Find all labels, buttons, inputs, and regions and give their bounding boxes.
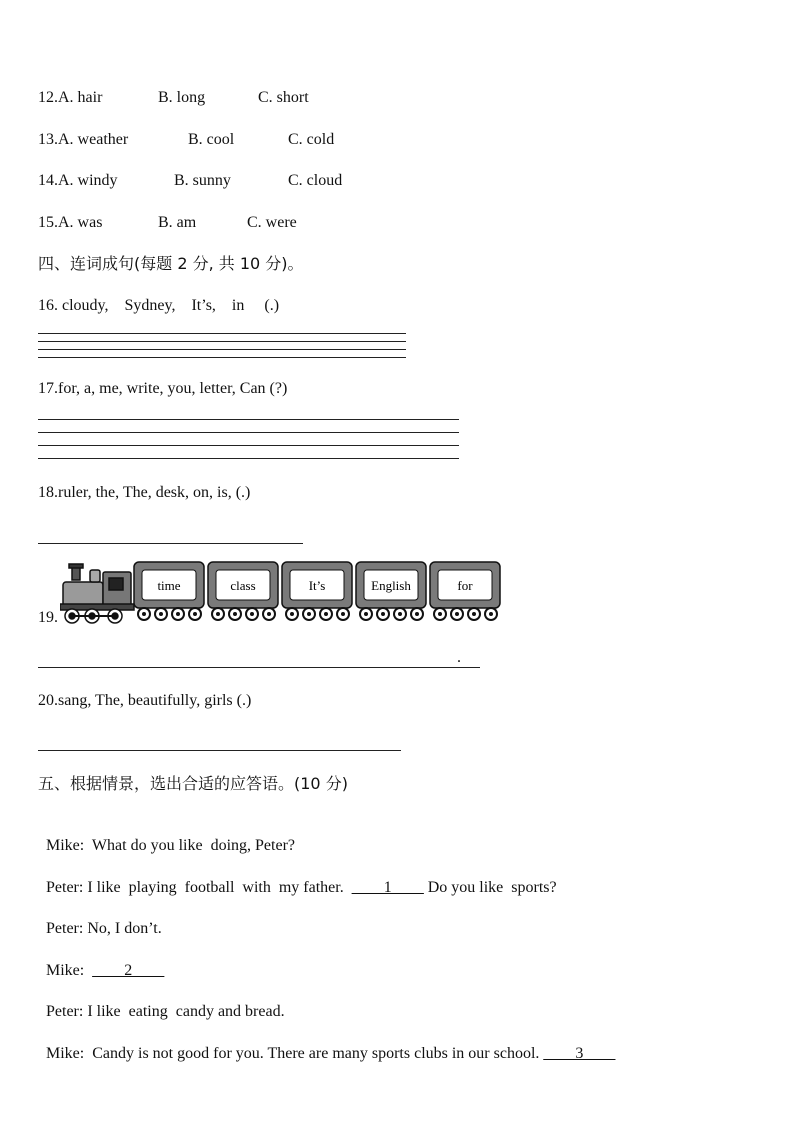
answer-line[interactable]: [38, 445, 459, 446]
option-c: C. cloud: [288, 172, 343, 189]
train-car: [208, 562, 278, 620]
section5-heading: 五、根据情景，选出合适的应答语。(10 分): [38, 774, 348, 793]
dialogue-line: Mike: ____2____: [46, 962, 165, 979]
train-illustration: [60, 560, 505, 626]
answer-line[interactable]: [38, 667, 480, 668]
answer-line[interactable]: [38, 341, 406, 342]
answer-line[interactable]: [38, 357, 406, 358]
option-b: B. am: [158, 214, 197, 231]
sentence-period: .: [457, 649, 461, 666]
answer-blank-3[interactable]: ____3____: [543, 1045, 616, 1062]
train-car: [134, 562, 204, 620]
option-b: B. cool: [188, 131, 235, 148]
train-word: English: [371, 578, 411, 593]
train-word: time: [157, 578, 181, 593]
question-number: 12.A. hair: [38, 89, 103, 106]
option-c: C. were: [247, 214, 297, 231]
answer-blank-1[interactable]: ____1____: [351, 879, 424, 896]
answer-line[interactable]: [38, 419, 459, 420]
answer-line[interactable]: [38, 458, 459, 459]
dialogue-line: Mike: Candy is not good for you. There are many sports clubs in our school. ____3____: [46, 1045, 616, 1062]
dialogue-line: Peter: I like playing football with my father. ____1____ Do you like sports?: [46, 879, 557, 896]
train-word: It’s: [308, 578, 326, 593]
train-car: [282, 562, 352, 620]
answer-line[interactable]: [38, 333, 406, 334]
train-car: [430, 562, 500, 620]
train-car: [356, 562, 426, 620]
dialogue-line: Mike: What do you like doing, Peter?: [46, 837, 295, 854]
answer-line[interactable]: [38, 543, 303, 544]
option-c: C. short: [258, 89, 309, 106]
answer-line[interactable]: [38, 349, 406, 350]
train-word: class: [230, 578, 256, 593]
locomotive-icon: [60, 564, 134, 623]
answer-line[interactable]: [38, 432, 459, 433]
question-20: 20.sang, The, beautifully, girls (.): [38, 692, 252, 709]
question-17: 17.for, a, me, write, you, letter, Can (?): [38, 380, 288, 397]
dialogue-line: Peter: No, I don’t.: [46, 920, 162, 937]
dialogue-line: Peter: I like eating candy and bread.: [46, 1003, 285, 1020]
option-b: B. sunny: [174, 172, 231, 189]
train-word: for: [457, 578, 473, 593]
question-16: 16. cloudy, Sydney, It’s, in (.): [38, 297, 280, 314]
question-19: 19.: [38, 609, 58, 626]
answer-line[interactable]: [38, 750, 401, 751]
question-number: 15.A. was: [38, 214, 103, 231]
option-c: C. cold: [288, 131, 335, 148]
question-18: 18.ruler, the, The, desk, on, is, (.): [38, 484, 251, 501]
answer-blank-2[interactable]: ____2____: [92, 962, 165, 979]
question-number: 13.A. weather: [38, 131, 129, 148]
option-b: B. long: [158, 89, 206, 106]
section4-heading: 四、连词成句(每题 2 分, 共 10 分)。: [38, 254, 304, 273]
question-number: 14.A. windy: [38, 172, 118, 189]
